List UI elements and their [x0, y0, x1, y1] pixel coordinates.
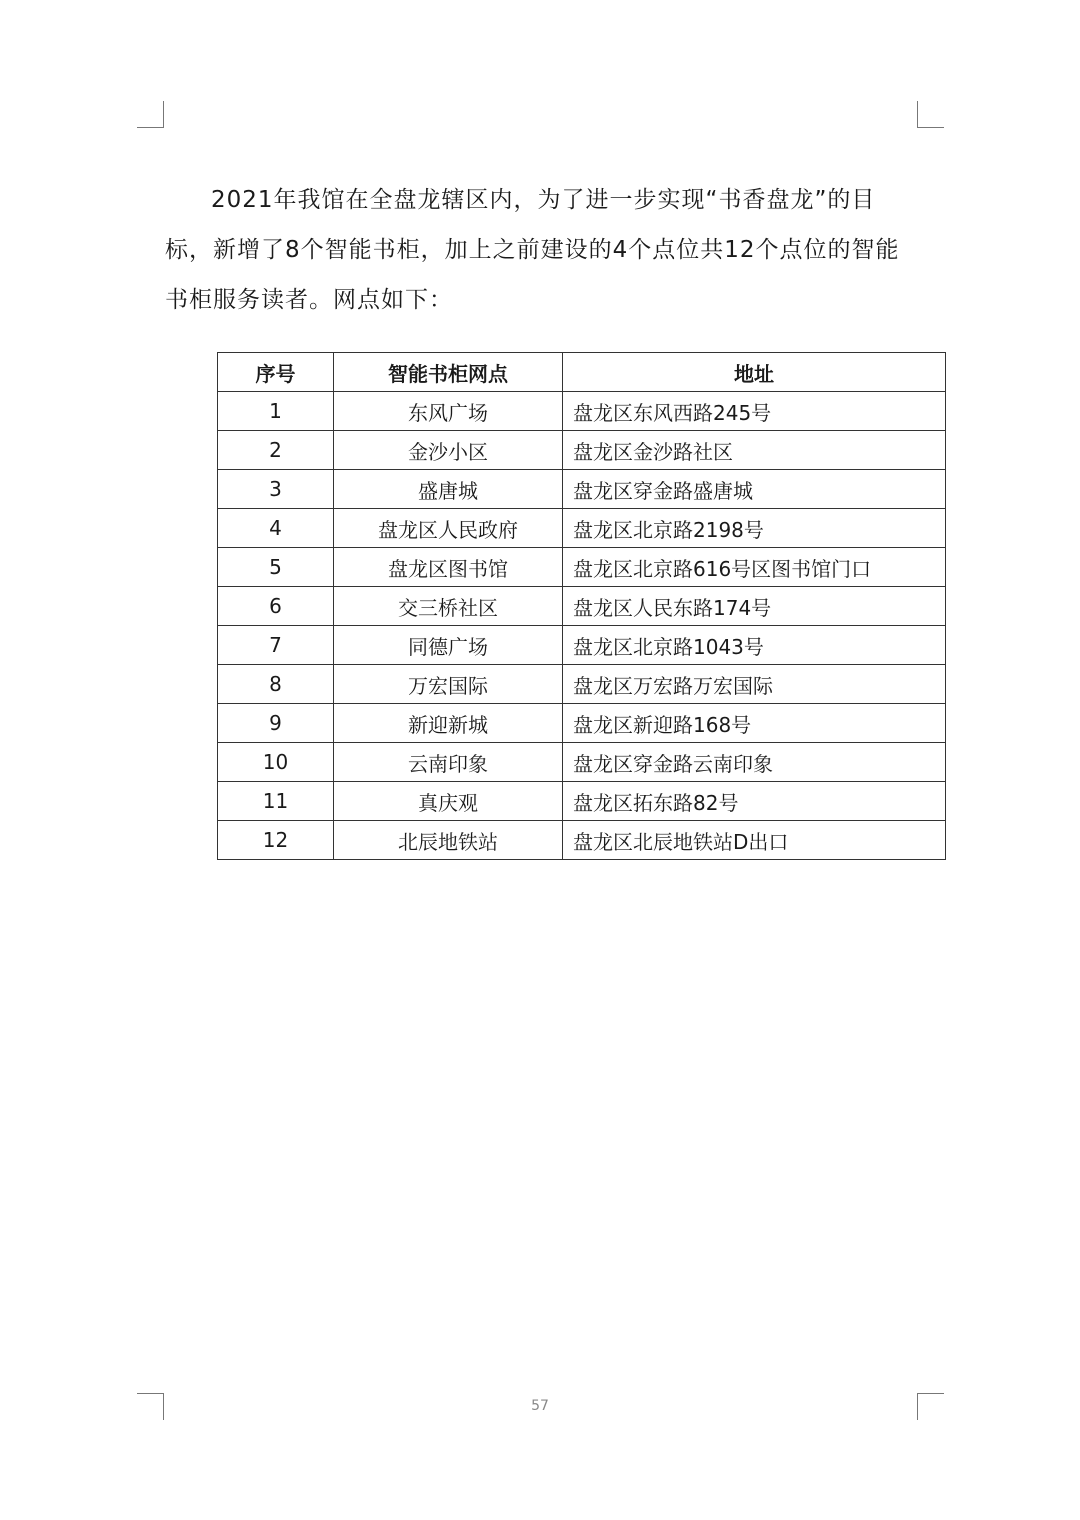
cell-number: 10 [218, 743, 334, 782]
cell-site: 同德广场 [334, 626, 563, 665]
page-number: 57 [531, 1398, 549, 1414]
cell-site: 盛唐城 [334, 470, 563, 509]
cell-number: 3 [218, 470, 334, 509]
cell-site: 万宏国际 [334, 665, 563, 704]
crop-mark-top-right [917, 101, 944, 128]
cell-site: 盘龙区图书馆 [334, 548, 563, 587]
table-row [218, 782, 946, 821]
cell-number: 9 [218, 704, 334, 743]
cell-address: 盘龙区新迎路168号 [563, 704, 946, 743]
cell-address: 盘龙区拓东路82号 [563, 782, 946, 821]
cell-number: 8 [218, 665, 334, 704]
header-address: 地址 [563, 353, 946, 392]
table-row [218, 392, 946, 431]
table-row [218, 431, 946, 470]
cell-address: 盘龙区人民东路174号 [563, 587, 946, 626]
smart-bookcase-table [217, 352, 946, 860]
cell-site: 云南印象 [334, 743, 563, 782]
intro-paragraph [165, 175, 920, 325]
cell-site: 交三桥社区 [334, 587, 563, 626]
cell-site: 真庆观 [334, 782, 563, 821]
cell-address: 盘龙区北京路616号区图书馆门口 [563, 548, 946, 587]
table-row [218, 548, 946, 587]
cell-number: 4 [218, 509, 334, 548]
table-row [218, 587, 946, 626]
cell-address: 盘龙区北辰地铁站D出口 [563, 821, 946, 860]
cell-address: 盘龙区穿金路盛唐城 [563, 470, 946, 509]
cell-number: 5 [218, 548, 334, 587]
cell-site: 东风广场 [334, 392, 563, 431]
intro-paragraph-text: 2021年我馆在全盘龙辖区内，为了进一步实现“书香盘龙”的目标，新增了8个智能书柜，加上之前建设的4个点位共12个点位的智能书柜服务读者。网点如下： [165, 187, 900, 313]
cell-number: 1 [218, 392, 334, 431]
cell-number: 12 [218, 821, 334, 860]
table-row [218, 665, 946, 704]
cell-number: 6 [218, 587, 334, 626]
cell-site: 新迎新城 [334, 704, 563, 743]
table-row [218, 743, 946, 782]
cell-address: 盘龙区北京路2198号 [563, 509, 946, 548]
cell-address: 盘龙区金沙路社区 [563, 431, 946, 470]
cell-address: 盘龙区穿金路云南印象 [563, 743, 946, 782]
crop-mark-top-left [137, 101, 164, 128]
table-row [218, 470, 946, 509]
table-row [218, 821, 946, 860]
table-body [218, 392, 946, 860]
cell-address: 盘龙区东风西路245号 [563, 392, 946, 431]
table-row [218, 509, 946, 548]
table-header-row [218, 353, 946, 392]
cell-site: 盘龙区人民政府 [334, 509, 563, 548]
cell-number: 7 [218, 626, 334, 665]
cell-address: 盘龙区北京路1043号 [563, 626, 946, 665]
table-row [218, 704, 946, 743]
cell-number: 2 [218, 431, 334, 470]
table-row [218, 626, 946, 665]
cell-address: 盘龙区万宏路万宏国际 [563, 665, 946, 704]
cell-number: 11 [218, 782, 334, 821]
cell-site: 北辰地铁站 [334, 821, 563, 860]
header-site: 智能书柜网点 [334, 353, 563, 392]
header-number: 序号 [218, 353, 334, 392]
cell-site: 金沙小区 [334, 431, 563, 470]
